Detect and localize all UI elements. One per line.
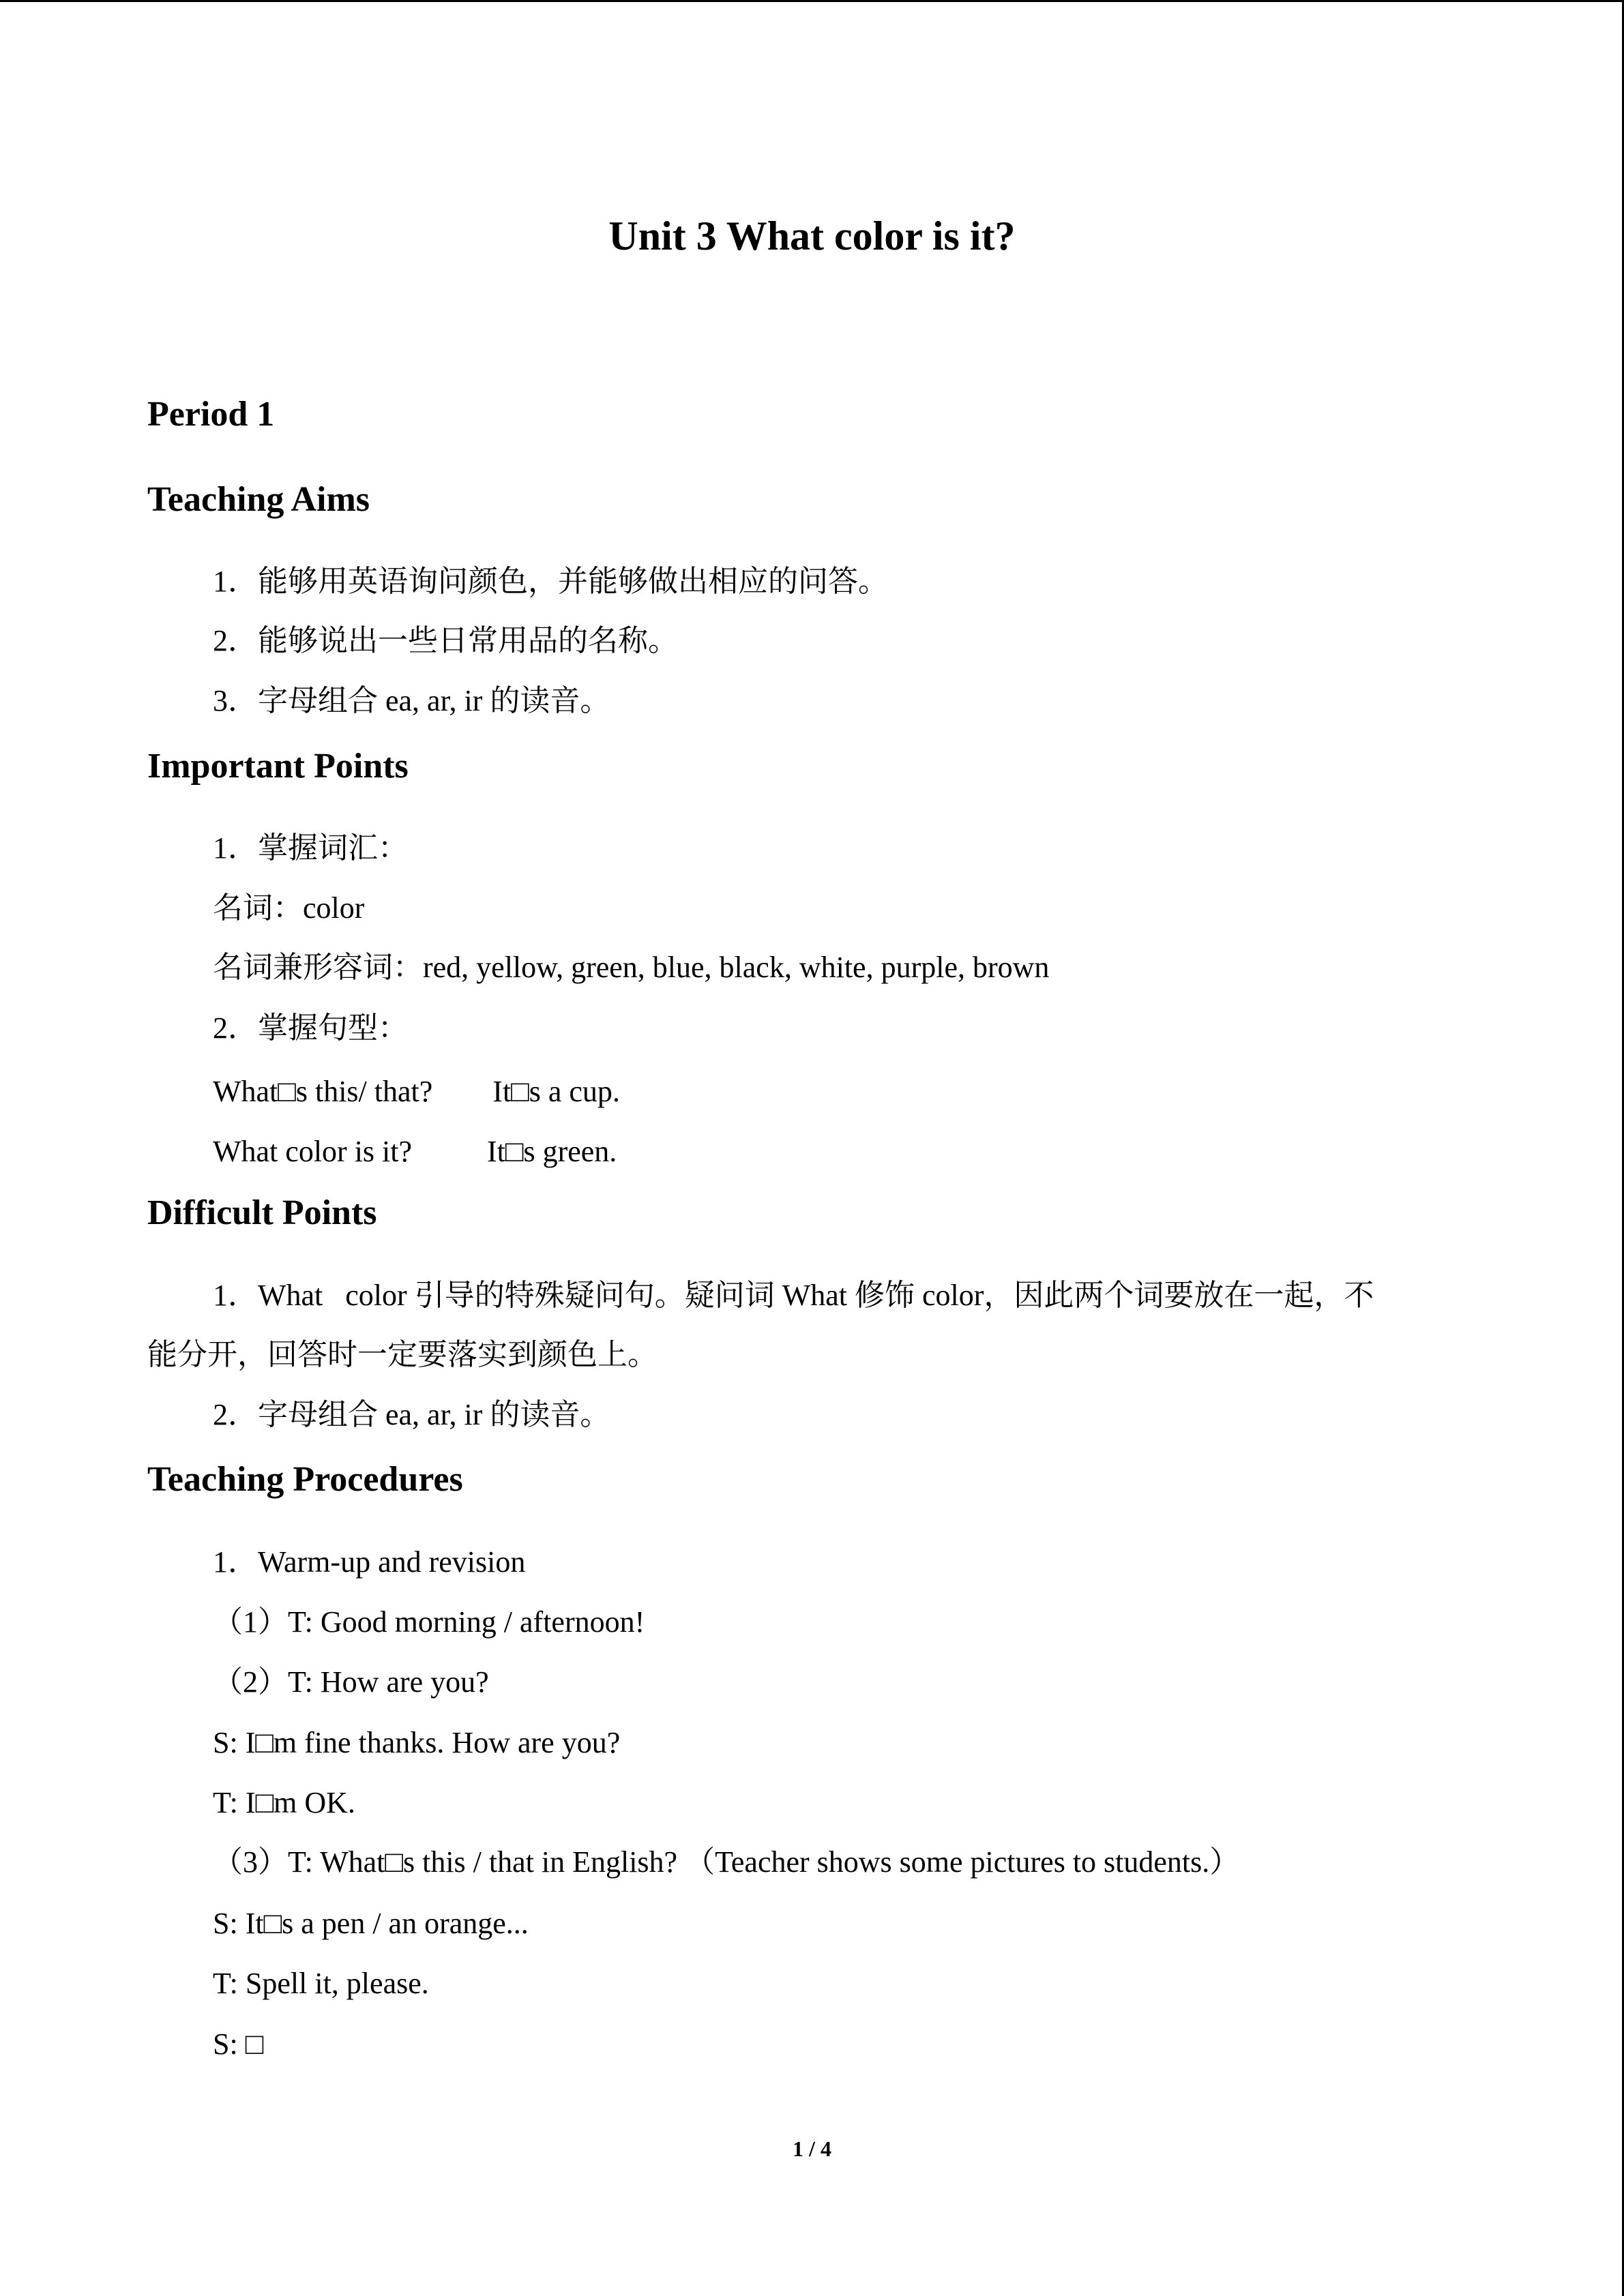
page-number: 1 / 4 <box>793 2136 831 2161</box>
important-line-4: 2．掌握句型： <box>213 1011 408 1045</box>
important-line-5: What□s this/ that? It□s a cup. <box>213 1075 620 1108</box>
procedure-line-8: T: Spell it, please. <box>213 1967 429 2000</box>
difficult-line-1: 1．What color 引导的特殊疑问句。疑问词 What 修饰 color，因此两个词要放在一起，不 <box>213 1279 1374 1312</box>
period-heading: Period 1 <box>147 395 275 434</box>
page-title: Unit 3 What color is it? <box>608 213 1016 258</box>
important-line-2: 名词：color <box>213 891 365 925</box>
procedure-line-7: S: It□s a pen / an orange... <box>213 1907 529 1940</box>
procedure-line-9: S: □ <box>213 2027 264 2061</box>
procedure-line-3: （2）T: How are you? <box>213 1665 489 1699</box>
procedure-line-4: S: I□m fine thanks. How are you? <box>213 1726 621 1759</box>
teaching-procedures-heading: Teaching Procedures <box>147 1460 463 1499</box>
important-line-3: 名词兼形容词：red, yellow, green, blue, black, white, purple, brown <box>213 951 1050 984</box>
important-points-heading: Important Points <box>147 747 409 786</box>
important-line-6: What color is it? It□s green. <box>213 1135 617 1168</box>
aim-item-2: 2．能够说出一些日常用品的名称。 <box>213 624 678 657</box>
procedure-line-6: （3）T: What□s this / that in English? （Teacher shows some pictures to students.） <box>213 1845 1240 1879</box>
difficult-line-3: 2．字母组合 ea, ar, ir 的读音。 <box>213 1398 610 1431</box>
aim-item-3: 3．字母组合 ea, ar, ir 的读音。 <box>213 684 610 717</box>
difficult-line-2: 能分开，回答时一定要落实到颜色上。 <box>147 1338 658 1371</box>
procedure-line-2: （1）T: Good morning / afternoon! <box>213 1605 645 1639</box>
difficult-points-heading: Difficult Points <box>147 1193 377 1232</box>
important-line-1: 1．掌握词汇： <box>213 831 408 865</box>
aim-item-1: 1．能够用英语询问颜色，并能够做出相应的问答。 <box>213 565 888 598</box>
procedure-line-1: 1．Warm-up and revision <box>213 1545 526 1579</box>
procedure-line-5: T: I□m OK. <box>213 1786 355 1819</box>
teaching-aims-heading: Teaching Aims <box>147 480 370 519</box>
